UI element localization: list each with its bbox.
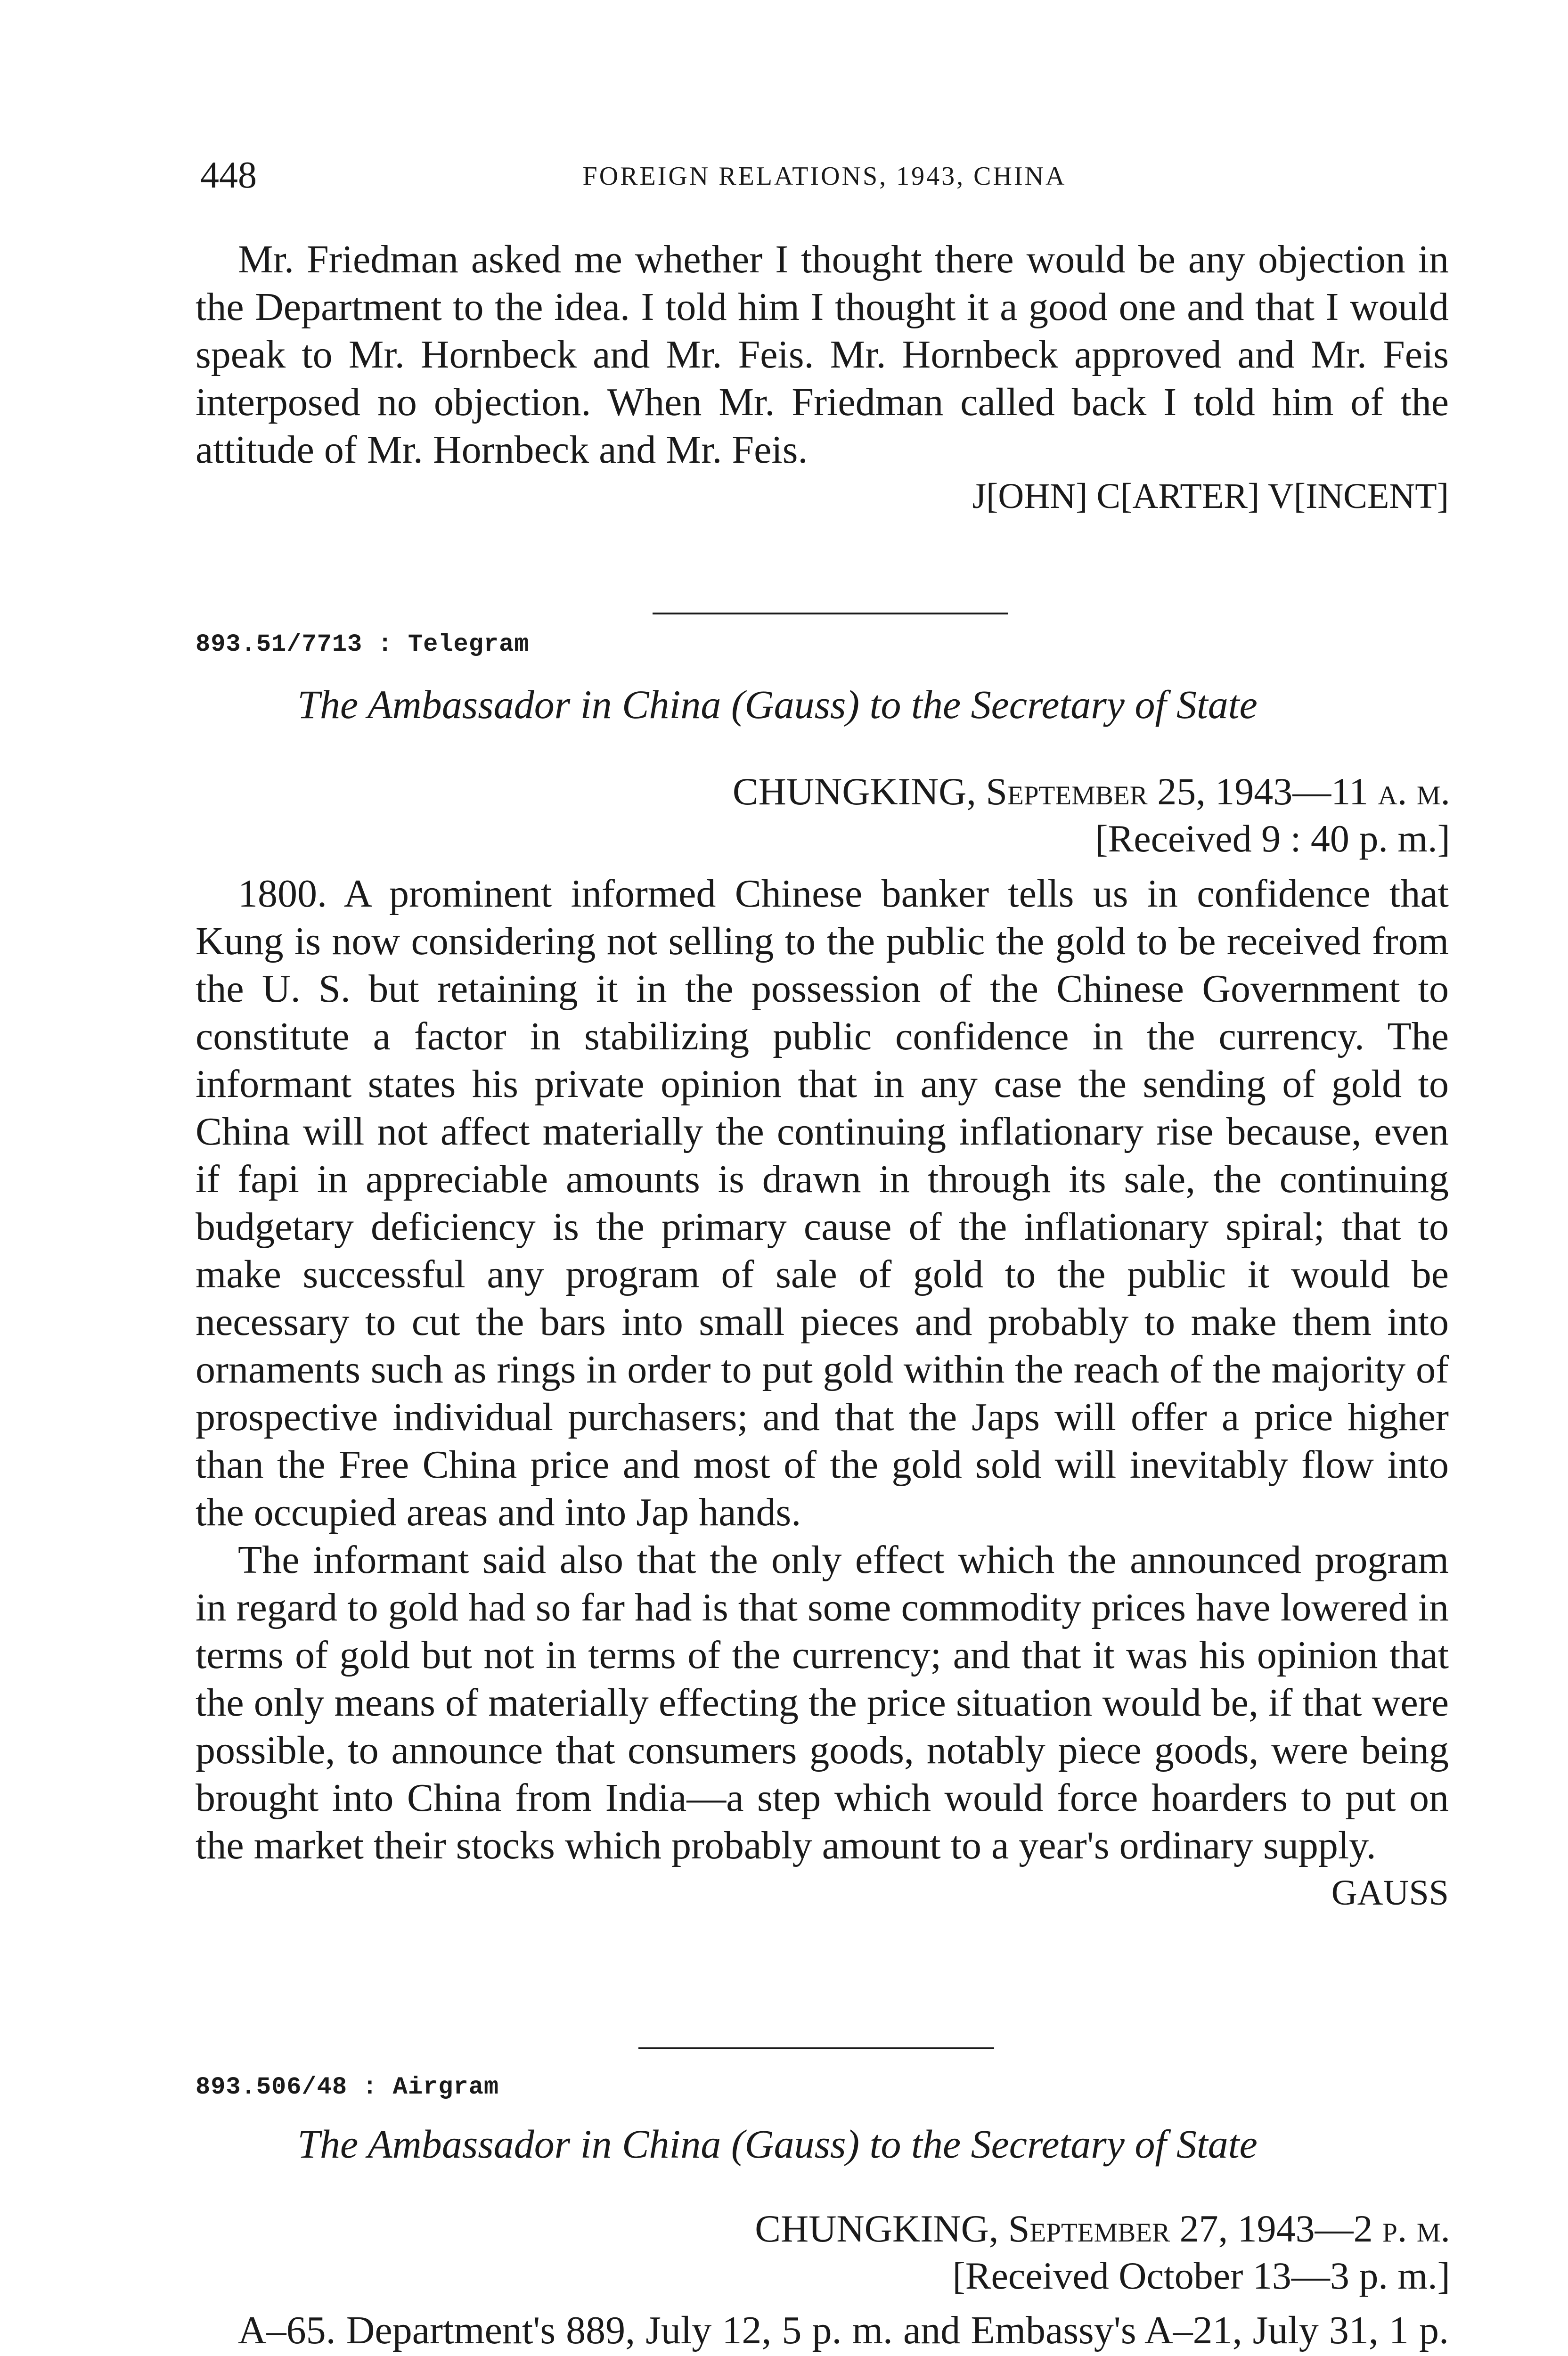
document1-paragraph-2: The informant said also that the only effect which the announced program in regard to gold had so far had is that some commodity prices have lowered in terms of gold but not in terms of the currency; and that it was his opinion that the only means of materially effecting the price situation would be, if that were possible, to announce that consumers goods, notably piece goods, were being brought into China from India—a step which would force hoarders to put on the market their stocks which probably amount to a year's ordinary supply. [196, 1538, 1449, 1867]
document1-file-reference: 893.51/7713 : Telegram [196, 630, 530, 658]
document1-heading: The Ambassador in China (Gauss) to the Secretary of State [297, 682, 1258, 727]
running-title: FOREIGN RELATIONS, 1943, CHINA [582, 162, 1067, 191]
document1-paragraph-1: 1800. A prominent informed Chinese banker tells us in confidence that Kung is now considering not selling to the public the gold to be received from the U. S. but retaining it in the possession of the Chinese Government to constitute a factor in stabilizing public confidence in the currency. The informant states his private opinion that in any case the sending of gold to China will not affect materially the continuing inflationary rise because, even if fapi in appreciable amounts is drawn in through its sale, the continuing budgetary deficiency is the primary cause of the inflationary spiral; that to make successful any program of sale of gold to the public it would be necessary to cut the bars into small pieces and probably to make them into ornaments such as rings in order to put gold within the reach of the majority of prospective individual purchasers; and that the Japs will offer a price higher than the Free China price and most of the gold sold will inevitably flow into the occupied areas and into Jap hands. [196, 872, 1449, 1534]
memo-continuation [196, 236, 1449, 520]
document2-body [196, 2307, 1449, 2356]
document2-file-reference: 893.506/48 : Airgram [196, 2073, 499, 2101]
section-divider [653, 613, 1008, 614]
document2-heading: The Ambassador in China (Gauss) to the Secretary of State [297, 2121, 1258, 2167]
memo-signature: J[OHN] C[ARTER] V[INCENT] [972, 476, 1449, 516]
document1-dateline-block [733, 768, 1450, 862]
page-header [200, 152, 1449, 204]
page-number: 448 [200, 155, 257, 196]
document1-dateline: CHUNGKING, September 25, 1943—11 a. m. [732, 770, 1450, 813]
document2-dateline: CHUNGKING, September 27, 1943—2 p. m. [755, 2207, 1450, 2250]
document1-received: [Received 9 : 40 p. m.] [1095, 817, 1450, 860]
memo-paragraph: Mr. Friedman asked me whether I thought there would be any objection in the Department to the idea. I told him I thought it a good one and that I would speak to Mr. Hornbeck and Mr. Feis. Mr. Hornbeck approved and Mr. Feis interposed no objection. When Mr. Friedman called back I told him of the attitude of Mr. Hornbeck and Mr. Feis. [196, 237, 1449, 472]
document1-signature: GAUSS [1331, 1873, 1449, 1913]
document2-received: [Received October 13—3 p. m.] [952, 2254, 1450, 2297]
document2-dateline-block [755, 2205, 1450, 2299]
document2-paragraph-1: A–65. Department's 889, July 12, 5 p. m. and Embassy's A–21, July 31, 1 p. [238, 2308, 1449, 2352]
document1-body [196, 870, 1449, 1916]
section-divider [638, 2047, 994, 2049]
